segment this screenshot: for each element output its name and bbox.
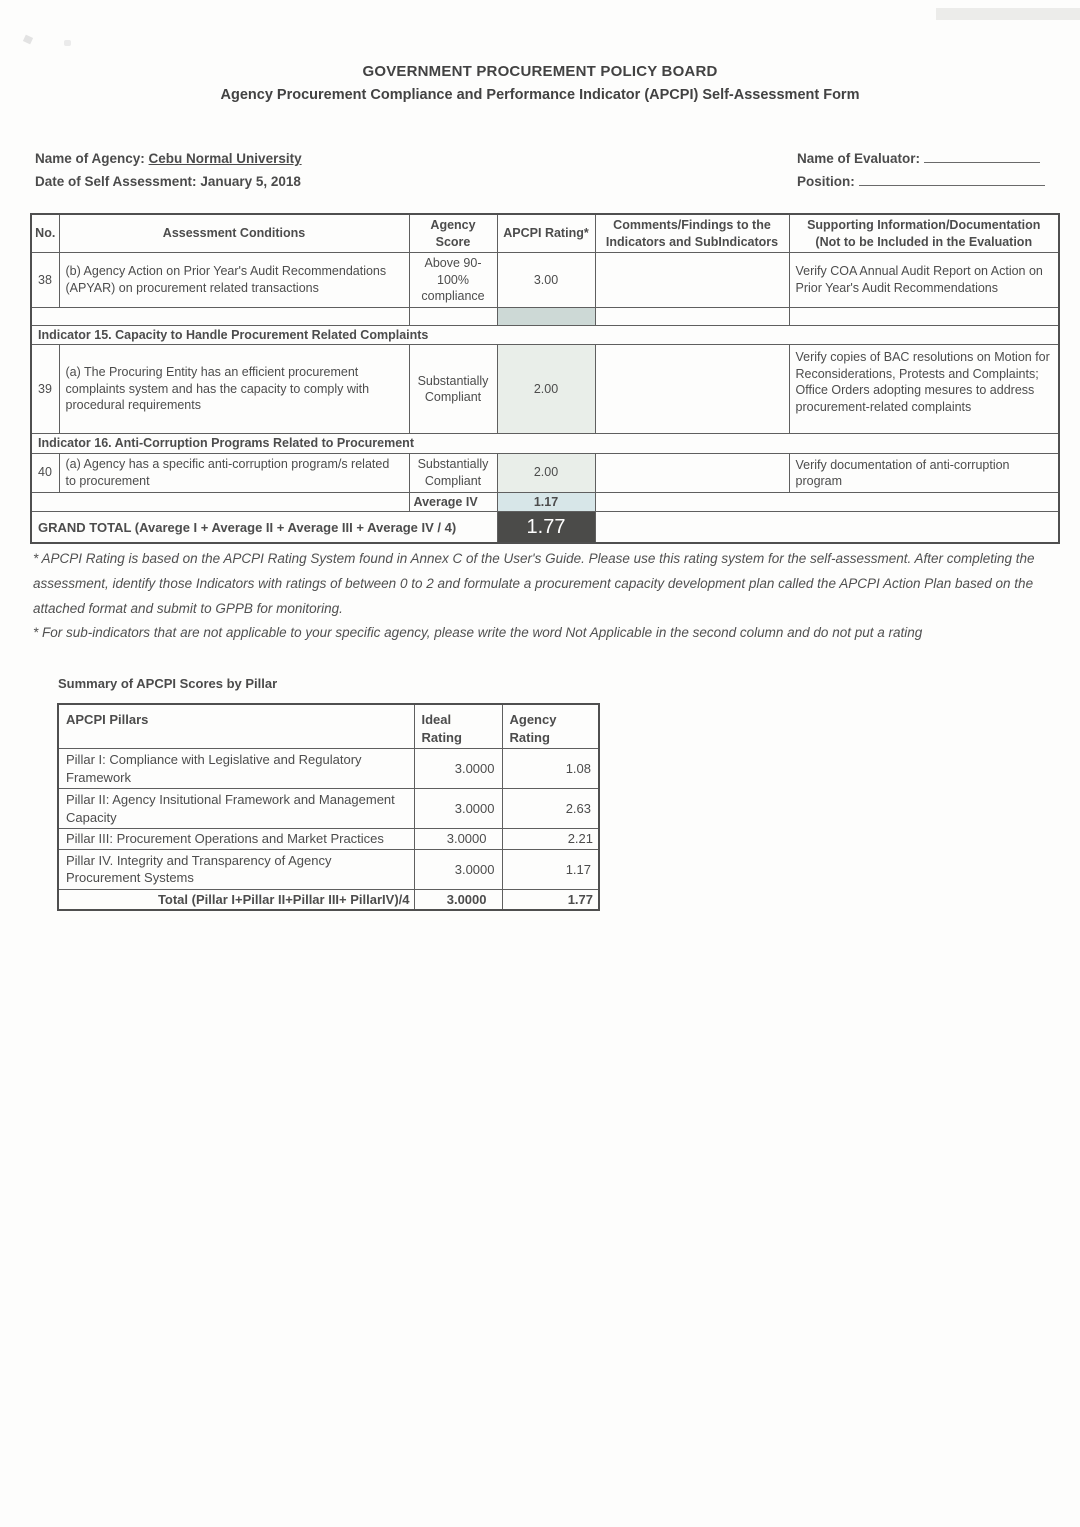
agency-meta [35,147,302,193]
table-row-40 [31,453,1059,492]
row38-condition: (b) Agency Action on Prior Year's Audit Recommendations (APYAR) on procurement related transactions [59,253,409,308]
pillar3-label: Pillar III: Procurement Operations and Market Practices [58,829,414,850]
pillar4-label: Pillar IV. Integrity and Transparency of Agency Procurement Systems [58,849,414,889]
pillar2-agency: 2.63 [502,789,599,829]
average-iv-row [31,492,1059,512]
indicator-15-row [31,325,1059,345]
summary-col-ideal: Ideal Rating [414,704,502,749]
agency-value: Cebu Normal University [148,151,302,166]
row39-condition: (a) The Procuring Entity has an efficient procurement complaints system and has the capacity to comply with procedural requirements [59,345,409,434]
row38-no: 38 [31,253,59,308]
summary-total-row [58,889,599,910]
summary-col-pillars: APCPI Pillars [58,704,414,749]
grand-total-row [31,512,1059,544]
row39-no: 39 [31,345,59,434]
col-header-supporting: Supporting Information/Documentation (Not to be Included in the Evaluation [789,214,1059,253]
average-empty-cell [595,492,1059,512]
summary-total-agency: 1.77 [502,889,599,910]
assessment-table-header-row [31,214,1059,253]
assessment-table [30,213,1060,544]
average-iv-label: Average IV [409,492,497,512]
spacer-cell [595,307,789,325]
grand-total-value: 1.77 [497,512,595,544]
row38-score: Above 90-100% compliance [409,253,497,308]
pillar3-ideal: 3.0000 [414,829,502,850]
agency-name-line [35,147,302,170]
row39-score: Substantially Compliant [409,345,497,434]
evaluator-label: Name of Evaluator: [797,151,921,166]
row40-no: 40 [31,453,59,492]
row39-supporting: Verify copies of BAC resolutions on Motion for Reconsiderations, Protests and Complaints; Office Orders adopting mesures to address procurement-related complaints [789,345,1059,434]
summary-heading: Summary of APCPI Scores by Pillar [58,676,278,691]
summary-total-ideal: 3.0000 [414,889,502,910]
col-header-comments: Comments/Findings to the Indicators and SubIndicators [595,214,789,253]
col-header-rating: APCPI Rating* [497,214,595,253]
indicator-16-label: Indicator 16. Anti-Corruption Programs Related to Procurement [31,434,1059,454]
date-value: January 5, 2018 [200,174,301,189]
pillar2-label: Pillar II: Agency Insitutional Framework and Management Capacity [58,789,414,829]
assessment-date-line [35,170,302,193]
summary-col-agency: Agency Rating [502,704,599,749]
table-row-38 [31,253,1059,308]
spacer-cell [789,307,1059,325]
scan-artifact-speck [23,35,33,45]
row40-comments [595,453,789,492]
indicator-16-row [31,434,1059,454]
summary-row-pillar3 [58,829,599,850]
spacer-row [31,307,1059,325]
position-blank-field [859,173,1045,186]
pillar1-label: Pillar I: Compliance with Legislative and Regulatory Framework [58,749,414,789]
grand-total-label: GRAND TOTAL (Avarege I + Average II + Average III + Average IV / 4) [31,512,497,544]
summary-header-row [58,704,599,749]
date-label: Date of Self Assessment: [35,174,197,189]
average-empty-cell [31,492,409,512]
row39-rating: 2.00 [497,345,595,434]
pillar1-agency: 1.08 [502,749,599,789]
position-label: Position: [797,174,855,189]
row38-rating: 3.00 [497,253,595,308]
evaluator-meta [797,147,1045,193]
org-title: GOVERNMENT PROCUREMENT POLICY BOARD [362,63,718,80]
footnote-sub-indicators: * For sub-indicators that are not applicable to your specific agency, please write the word Not Applicable in the second column and do not put a rating [33,625,923,640]
spacer-cell [409,307,497,325]
spacer-rating-cell [497,307,595,325]
form-header [0,63,1080,103]
summary-row-pillar2 [58,789,599,829]
col-header-no: No. [31,214,59,253]
row40-supporting: Verify documentation of anti-corruption program [789,453,1059,492]
pillar4-agency: 1.17 [502,849,599,889]
col-header-conditions: Assessment Conditions [59,214,409,253]
row39-comments [595,345,789,434]
pillar1-ideal: 3.0000 [414,749,502,789]
agency-label: Name of Agency: [35,151,145,166]
pillar3-agency: 2.21 [502,829,599,850]
evaluator-blank-field [924,150,1040,163]
position-line [797,170,1045,193]
row38-comments [595,253,789,308]
row40-score: Substantially Compliant [409,453,497,492]
col-header-score: Agency Score [409,214,497,253]
average-iv-value: 1.17 [497,492,595,512]
row38-supporting: Verify COA Annual Audit Report on Action on Prior Year's Audit Recommendations [789,253,1059,308]
spacer-cell [31,307,409,325]
summary-row-pillar1 [58,749,599,789]
scan-artifact-speck [64,40,71,46]
scan-artifact-strip [936,8,1080,20]
summary-total-label: Total (Pillar I+Pillar II+Pillar III+ PillarIV)/4 [58,889,414,910]
summary-row-pillar4 [58,849,599,889]
table-row-39 [31,345,1059,434]
summary-table [57,703,600,911]
pillar2-ideal: 3.0000 [414,789,502,829]
row40-condition: (a) Agency has a specific anti-corruption program/s related to procurement [59,453,409,492]
indicator-15-label: Indicator 15. Capacity to Handle Procurement Related Complaints [31,325,1059,345]
form-title: Agency Procurement Compliance and Performance Indicator (APCPI) Self-Assessment Form [220,87,860,103]
pillar4-ideal: 3.0000 [414,849,502,889]
evaluator-line [797,147,1045,170]
footnote-apcpi-rating: * APCPI Rating is based on the APCPI Rating System found in Annex C of the User's Guide. Please use this rating system for the self-assessment. After completing the assessment, identify those Indicators with ratings of between 0 to 2 and formulate a procurement capacity development plan called the APCPI Action Plan based on the attached format and submit to GPPB for monitoring. [33,551,1035,616]
grand-total-empty-cell [595,512,1059,544]
row40-rating: 2.00 [497,453,595,492]
